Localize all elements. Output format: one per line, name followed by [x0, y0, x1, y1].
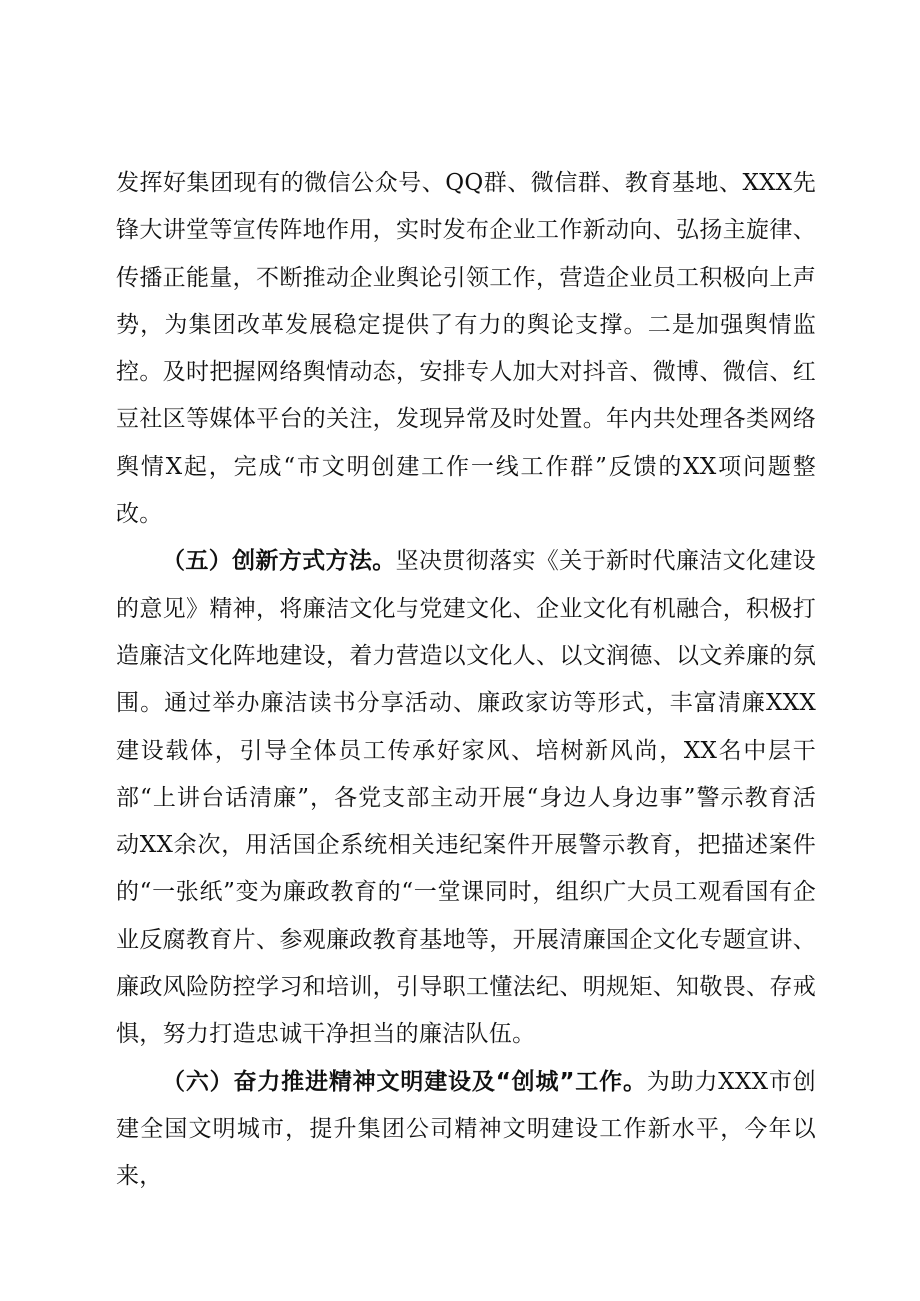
paragraph-text: 发挥好集团现有的微信公众号、QQ群、微信群、教育基地、XXX先锋大讲堂等宣传阵地作用，实时发布企业工作新动向、弘扬主旋律、传播正能量，不断推动企业舆论引领工作，营造企业员工积极向上声势，为集团改革发展稳定提供了有力的舆论支撑。二是加强舆情监控。及时把握网络舆情动态，安排专人加大对抖音、微博、微信、红豆社区等媒体平台的关注，发现异常及时处置。年内共处理各类网络舆情X起，完成“市文明创建工作一线工作群”反馈的XX项问题整改。: [116, 170, 816, 528]
paragraph-section-six: [116, 1059, 816, 1201]
section-heading-six: （六）奋力推进精神文明建设及“创城”工作。: [162, 1068, 647, 1095]
section-heading-five: （五）创新方式方法。: [162, 548, 396, 575]
paragraph-text: 为助力XXX市创建全国文明城市，提升集团公司精神文明建设工作新水平，今年以来，: [116, 1068, 816, 1190]
paragraph-continuation: [116, 160, 816, 538]
paragraph-section-five: [116, 538, 816, 1058]
paragraph-text: 坚决贯彻落实《关于新时代廉洁文化建设的意见》精神，将廉洁文化与党建文化、企业文化有机融合，积极打造廉洁文化阵地建设，着力营造以文化人、以文润德、以文养廉的氛围。通过举办廉洁读书分享活动、廉政家访等形式，丰富清廉XXX建设载体，引导全体员工传承好家风、培树新风尚，XX名中层干部“上讲台话清廉”，各党支部主动开展“身边人身边事”警示教育活动XX余次，用活国企系统相关违纪案件开展警示教育，把描述案件的“一张纸”变为廉政教育的“一堂课同时，组织广大员工观看国有企业反腐教育片、参观廉政教育基地等，开展清廉国企文化专题宣讲、廉政风险防控学习和培训，引导职工懂法纪、明规矩、知敬畏、存戒惧，努力打造忠诚干净担当的廉洁队伍。: [116, 548, 816, 1048]
document-body: [116, 160, 816, 1201]
